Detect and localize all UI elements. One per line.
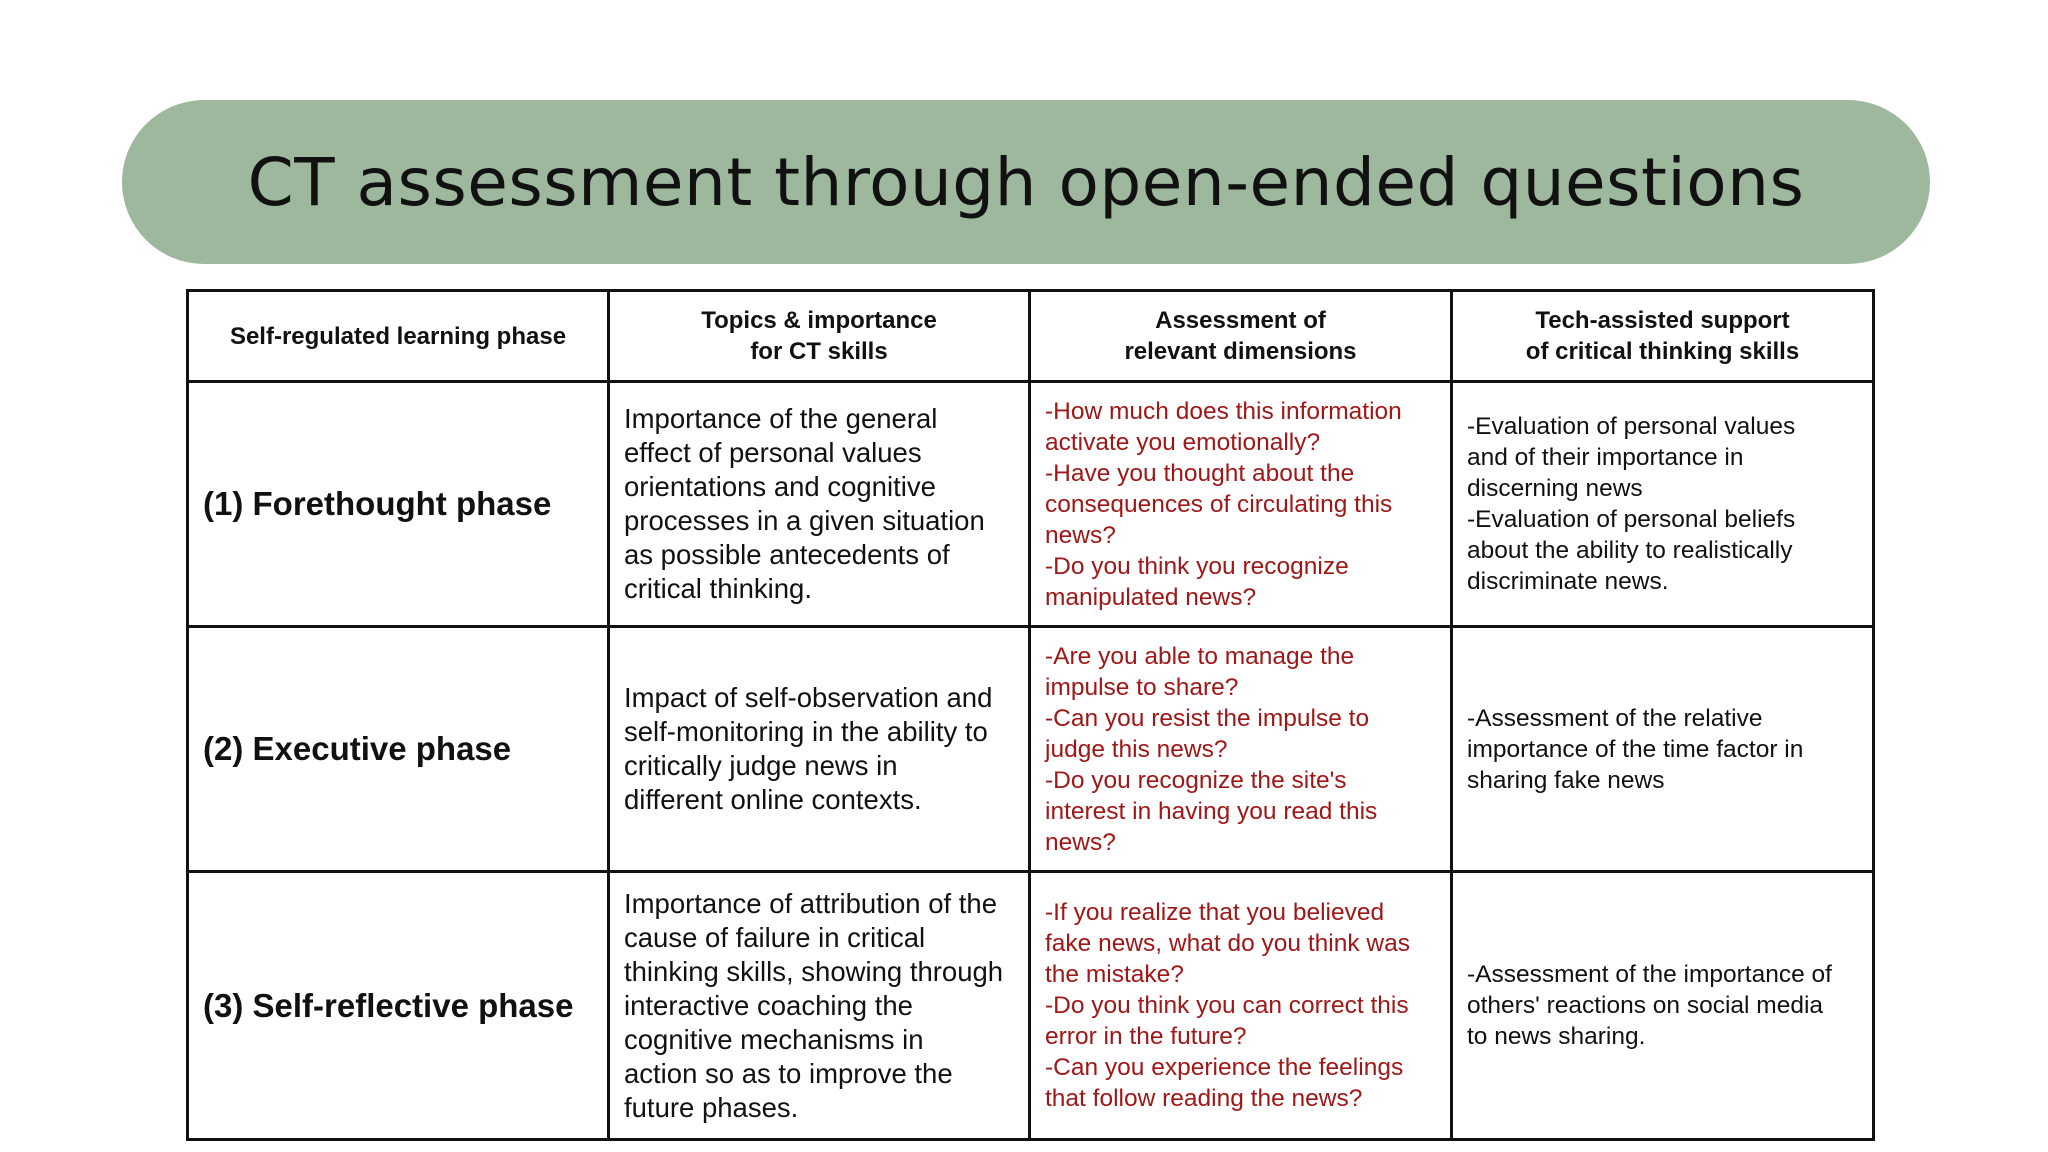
- cell-text-line: thinking skills, showing through: [624, 955, 1004, 987]
- header-topic-line-1: Topics & importance: [701, 307, 937, 334]
- cell-text-line: discerning news: [1467, 475, 1643, 502]
- phase-label: (1) Forethought phase: [203, 485, 552, 522]
- title-banner: [122, 100, 1930, 264]
- cell-text-line: different online contexts.: [624, 784, 922, 815]
- cell-text-line: importance of the time factor in: [1467, 735, 1804, 763]
- header-tech-line-2: of critical thinking skills: [1525, 338, 1800, 365]
- cell-text-line: discriminate news.: [1467, 568, 1669, 595]
- assessment-cell: [1030, 627, 1452, 872]
- cell-text-line: manipulated news?: [1045, 583, 1257, 611]
- cell-text-line: consequences of circulating this: [1045, 490, 1393, 518]
- table-header-row: [188, 291, 1874, 382]
- cell-text-line: orientations and cognitive: [624, 471, 936, 502]
- assessment-cell: [1030, 872, 1452, 1140]
- phase-label: (3) Self-reflective phase: [203, 986, 574, 1024]
- cell-text-line: -Have you thought about the: [1045, 459, 1355, 487]
- phase-label: (2) Executive phase: [203, 730, 512, 767]
- cell-text-line: -Evaluation of personal beliefs: [1467, 506, 1796, 533]
- cell-text-line: about the ability to realistically: [1467, 537, 1793, 564]
- phase-cell: [188, 872, 609, 1140]
- cell-text-line: Importance of the general: [624, 403, 938, 434]
- header-phase-label: Self-regulated learning phase: [229, 322, 567, 350]
- cell-text-line: effect of personal values: [624, 437, 922, 468]
- ct-assessment-table: [186, 289, 1875, 1141]
- cell-text-line: interactive coaching the: [624, 989, 913, 1021]
- page-title: CT assessment through open-ended questions: [247, 143, 1805, 221]
- cell-text-line: activate you emotionally?: [1045, 428, 1321, 456]
- cell-text-line: Importance of attribution of the: [624, 887, 997, 919]
- cell-text-line: self-monitoring in the ability to: [624, 716, 988, 747]
- cell-text-line: fake news, what do you think was: [1045, 930, 1410, 957]
- cell-text-line: -Can you resist the impulse to: [1045, 704, 1370, 732]
- cell-text-line: the mistake?: [1045, 961, 1184, 988]
- cell-text-line: action so as to improve the: [624, 1057, 953, 1089]
- header-topic-line-2: for CT skills: [750, 338, 888, 365]
- header-assessment-line-2: relevant dimensions: [1124, 338, 1357, 365]
- topic-cell: [609, 382, 1030, 627]
- cell-text-line: -Do you think you recognize: [1045, 552, 1349, 580]
- cell-text-line: cognitive mechanisms in: [624, 1023, 924, 1055]
- topic-cell: [609, 872, 1030, 1140]
- cell-text-line: -Evaluation of personal values: [1467, 413, 1796, 440]
- phase-cell: [188, 382, 609, 627]
- phase-cell: [188, 627, 609, 872]
- cell-text-line: critically judge news in: [624, 750, 898, 781]
- cell-text-line: impulse to share?: [1045, 673, 1239, 701]
- cell-text-line: -If you realize that you believed: [1045, 899, 1385, 926]
- cell-text-line: sharing fake news: [1467, 766, 1665, 794]
- cell-text-line: news?: [1045, 828, 1116, 856]
- cell-text-line: that follow reading the news?: [1045, 1085, 1363, 1112]
- header-topic: [609, 291, 1030, 382]
- cell-text-line: -Assessment of the importance of: [1467, 961, 1832, 988]
- header-assessment: [1030, 291, 1452, 382]
- table-row: [188, 872, 1874, 1140]
- cell-text-line: news?: [1045, 521, 1116, 549]
- cell-text-line: judge this news?: [1045, 735, 1228, 763]
- topic-cell: [609, 627, 1030, 872]
- cell-text-line: Impact of self-observation and: [624, 682, 993, 713]
- cell-text-line: -Can you experience the feelings: [1045, 1054, 1404, 1081]
- header-tech: [1452, 291, 1874, 382]
- cell-text-line: interest in having you read this: [1045, 797, 1378, 825]
- cell-text-line: processes in a given situation: [624, 505, 985, 536]
- cell-text-line: error in the future?: [1045, 1023, 1247, 1050]
- header-phase: [188, 291, 609, 382]
- cell-text-line: as possible antecedents of: [624, 539, 950, 570]
- cell-text-line: critical thinking.: [624, 573, 812, 604]
- cell-text-line: cause of failure in critical: [624, 921, 926, 953]
- cell-text-line: -Do you recognize the site's: [1045, 766, 1347, 794]
- tech-cell: [1452, 627, 1874, 872]
- header-tech-line-1: Tech-assisted support: [1535, 307, 1790, 334]
- cell-text-line: -Are you able to manage the: [1045, 642, 1355, 670]
- cell-text-line: -Assessment of the relative: [1467, 704, 1763, 732]
- assessment-cell: [1030, 382, 1452, 627]
- cell-text-line: to news sharing.: [1467, 1023, 1646, 1050]
- header-assessment-line-1: Assessment of: [1155, 307, 1326, 334]
- cell-text-line: -Do you think you can correct this: [1045, 992, 1409, 1019]
- table-row: [188, 382, 1874, 627]
- table-row: [188, 627, 1874, 872]
- cell-text-line: and of their importance in: [1467, 444, 1744, 471]
- cell-text-line: others' reactions on social media: [1467, 992, 1824, 1019]
- cell-text-line: future phases.: [624, 1091, 799, 1123]
- tech-cell: [1452, 382, 1874, 627]
- cell-text-line: -How much does this information: [1045, 397, 1402, 425]
- tech-cell: [1452, 872, 1874, 1140]
